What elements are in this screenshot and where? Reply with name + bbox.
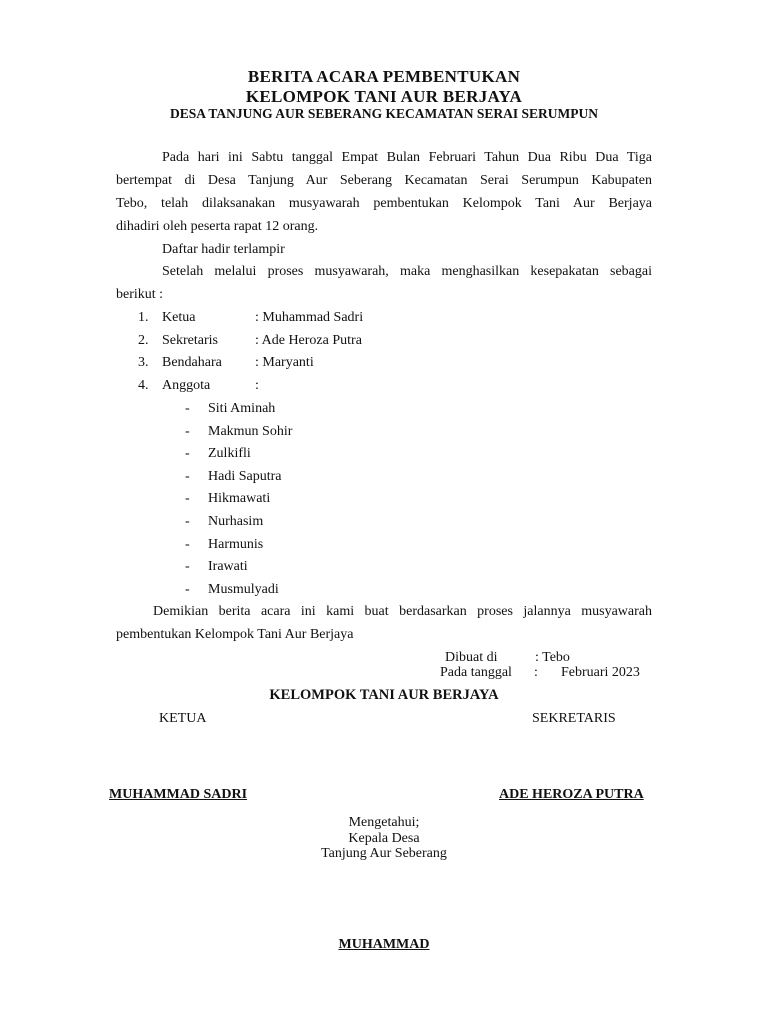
bullet-dash: - — [185, 514, 190, 529]
result-line-2: berikut : — [116, 287, 164, 302]
member-name: Nurhasim — [208, 514, 264, 529]
document-title: BERITA ACARA PEMBENTUKAN — [247, 67, 521, 86]
bullet-dash: - — [185, 537, 190, 552]
bullet-dash: - — [185, 559, 190, 574]
role-value: : — [255, 378, 259, 393]
member-name: Siti Aminah — [208, 401, 276, 416]
role-label: Bendahara — [162, 355, 222, 370]
place-label: Dibuat di — [445, 650, 498, 665]
document-title-group: KELOMPOK TANI AUR BERJAYA — [245, 87, 523, 106]
bullet-dash: - — [185, 469, 190, 484]
role-number: 1. — [138, 310, 149, 325]
bullet-dash: - — [185, 424, 190, 439]
bullet-dash: - — [185, 446, 190, 461]
group-name: KELOMPOK TANI AUR BERJAYA — [269, 687, 499, 703]
opening-line-2: bertempat di Desa Tanjung Aur Seberang Kecamatan Serai Serumpun Kabupaten — [116, 173, 652, 188]
role-label: Sekretaris — [162, 333, 218, 348]
approval-line-2: Kepala Desa — [348, 831, 420, 846]
role-value: : Ade Heroza Putra — [255, 333, 362, 348]
signature-title-left: KETUA — [159, 711, 207, 726]
role-label: Ketua — [162, 310, 196, 325]
opening-line-4: dihadiri oleh peserta rapat 12 orang. — [116, 219, 319, 234]
approval-name — [0, 937, 768, 953]
closing-line-2: pembentukan Kelompok Tani Aur Berjaya — [116, 627, 354, 642]
signature-name-left: MUHAMMAD SADRI — [109, 787, 248, 802]
bullet-dash: - — [185, 491, 190, 506]
opening-line-1: Pada hari ini Sabtu tanggal Empat Bulan Februari Tahun Dua Ribu Dua Tiga — [162, 150, 652, 165]
approval-line-3: Tanjung Aur Seberang — [321, 846, 447, 861]
bullet-dash: - — [185, 401, 190, 416]
role-number: 3. — [138, 355, 149, 370]
opening-line-3: Tebo, telah dilaksanakan musyawarah pembentukan Kelompok Tani Aur Berjaya — [116, 196, 652, 211]
date-separator: : — [534, 665, 538, 680]
role-value: : Maryanti — [255, 355, 314, 370]
result-line-1: Setelah melalui proses musyawarah, maka menghasilkan kesepakatan sebagai — [162, 264, 652, 279]
member-name: Zulkifli — [208, 446, 251, 461]
place-value: : Tebo — [535, 650, 570, 665]
member-name: Hadi Saputra — [208, 469, 282, 484]
attendance-note: Daftar hadir terlampir — [162, 242, 285, 257]
member-name: Musmulyadi — [208, 582, 279, 597]
member-name: Irawati — [208, 559, 248, 574]
member-name: Makmun Sohir — [208, 424, 293, 439]
document-subtitle: DESA TANJUNG AUR SEBERANG KECAMATAN SERAI SERUMPUN — [169, 106, 599, 121]
date-value: Februari 2023 — [561, 665, 640, 680]
signature-title-right: SEKRETARIS — [532, 711, 616, 726]
signature-name-right: ADE HEROZA PUTRA — [499, 787, 644, 802]
bullet-dash: - — [185, 582, 190, 597]
date-label: Pada tanggal — [440, 665, 512, 680]
member-name: Harmunis — [208, 537, 264, 552]
closing-line-1: Demikian berita acara ini kami buat berdasarkan proses jalannya musyawarah — [153, 604, 652, 619]
role-number: 4. — [138, 378, 149, 393]
member-name: Hikmawati — [208, 491, 271, 506]
approval-name-text: MUHAMMAD — [338, 937, 430, 952]
role-value: : Muhammad Sadri — [255, 310, 364, 325]
approval-line-1: Mengetahui; — [348, 815, 420, 830]
role-number: 2. — [138, 333, 149, 348]
role-label: Anggota — [162, 378, 211, 393]
